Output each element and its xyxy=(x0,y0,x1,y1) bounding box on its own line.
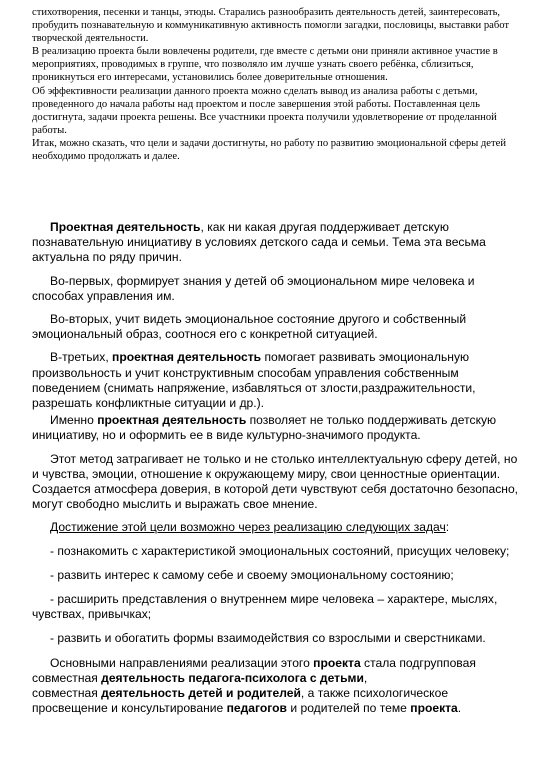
main-text-block xyxy=(32,220,520,716)
bold-term: проектная деятельность xyxy=(97,413,247,428)
paragraph-firstly: Во-первых, формирует знания у детей об эмоциональном мире человека и способах управления им. xyxy=(32,273,475,303)
task-item-1: - познакомить с характеристикой эмоциональных состояний, присущих человеку; xyxy=(50,543,510,558)
top-paragraph-4: Итак, можно сказать, что цели и задачи достигнуты, но работу по развитию эмоциональной сферы детей необходимо продолжать и далее. xyxy=(32,137,506,163)
paragraph-project-activity: Проектная деятельность, как ни какая другая поддерживает детскую познавательную инициативу в условиях детского сада и семьи. Тема эта весьма актуальна по ряду причин. xyxy=(32,220,486,265)
top-text-block xyxy=(32,6,522,163)
bold-term: Проектная деятельность xyxy=(50,220,201,234)
task-item-3: - расширить представления о внутреннем мире человека – характере, мыслях, чувствах, привычках; xyxy=(32,592,498,622)
task-item-2: - развить интерес к самому себе и своему эмоциональному состоянию; xyxy=(50,567,454,582)
paragraph-directions: Основными направлениями реализации этого проекта стала подгрупповая совместная деятельность педагога-психолога с детьми, совместная деятельность детей и родителей, а также психологическое просвещение и консультирование педагогов и родителей по теме проекта. xyxy=(32,655,476,716)
paragraph-namely: Именно проектная деятельность позволяет не только поддерживать детскую инициативу, но и оформить ее в виде культурно-значимого продукта. xyxy=(32,413,497,443)
task-item-4: - развить и обогатить формы взаимодействия со взрослыми и сверстниками. xyxy=(50,631,486,646)
top-paragraph-2: В реализацию проекта были вовлечены родители, где вместе с детьми они приняли активное участие в мероприятиях, проводимых в группе, что позволяло им лучше узнать своего ребёнка, сблизиться, проникнуться его интересами, установились более доверительные отношения. xyxy=(32,46,498,84)
paragraph-method: Этот метод затрагивает не только и не столько интеллектуальную сферу детей, но и чувства, эмоции, отношение к окружающему миру, свои ценностные ориентации. Создается атмосфера доверия, в которой дети чувствуют себя достаточно безопасно, могут свободно мыслить и выражать свое мнение. xyxy=(32,451,519,512)
paragraph-secondly: Во-вторых, учит видеть эмоциональное состояние другого и собственный эмоциональный образ, соотнося его с конкретной ситуацией. xyxy=(32,312,467,342)
bold-term: проектная деятельность xyxy=(112,350,262,365)
top-paragraph-1: стихотворения, песенки и танцы, этюды. Старались разнообразить деятельность детей, заинтересовать, пробудить познавательную и коммуникативную активность помогли загадки, пословицы, выставки работ творческой деятельности. xyxy=(32,7,510,45)
tasks-heading: Достижение этой цели возможно через реализацию следующих задач: xyxy=(50,520,450,535)
paragraph-thirdly: В-третьих, проектная деятельность помогает развивать эмоциональную произвольность и учит конструктивным способам управления собственным поведением (снимать напряжение, избавляться от злости,раздражительности, разрешать конфликтные ситуации и др.). xyxy=(32,350,476,411)
top-paragraph-3: Об эффективности реализации данного проекта можно сделать вывод из анализа работы с детьми, проведенного до начала работы над проектом и после завершения этой работы. Поставленная цель достигнута, задачи проекта решены. Все участники проекта получили удовлетворение от проделанной работы. xyxy=(32,85,497,136)
